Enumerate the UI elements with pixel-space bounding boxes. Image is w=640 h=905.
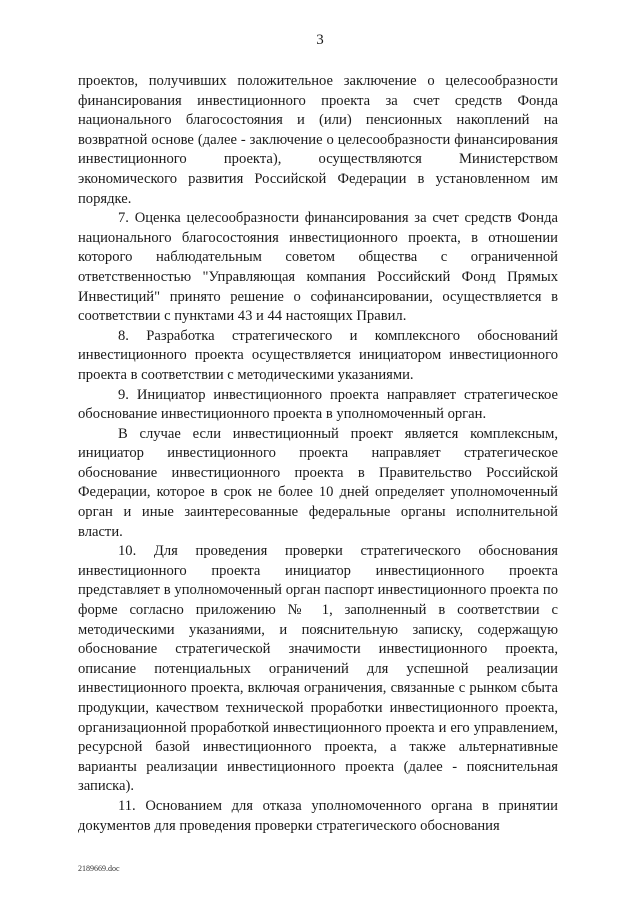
document-filename: 2189669.doc <box>78 864 120 873</box>
paragraph-item-11: 11. Основанием для отказа уполномоченного органа в принятии документов для проведения проверки стратегического обоснования <box>78 797 558 834</box>
paragraph: проектов, получивших положительное заключение о целесообразности финансирования инвестиционного проекта за счет средств Фонда национального благосостояния и (или) пенсионных накоплений на возвратной основе (далее - заключение о целесообразности финансирования инвестиционного проекта), осуществляются Министерством экономического развития Российской Федерации в установленном им порядке. <box>78 73 558 207</box>
paragraph-item-8: 8. Разработка стратегического и комплексного обоснований инвестиционного проекта осуществляется инициатором инвестиционного проекта в соответствии с методическими указаниями. <box>78 327 558 383</box>
paragraph-complex-project: В случае если инвестиционный проект является комплексным, инициатор инвестиционного проекта направляет стратегическое обоснование инвестиционного проекта в Правительство Российской Федерации, которое в срок не более 10 дней определяет уполномоченный орган и иные заинтересованные федеральные органы исполнительной власти. <box>78 425 558 540</box>
document-body <box>78 72 558 836</box>
paragraph-item-9: 9. Инициатор инвестиционного проекта направляет стратегическое обоснование инвестиционного проекта в уполномоченный орган. <box>78 386 558 423</box>
page-number: 3 <box>316 32 324 48</box>
paragraph-item-7: 7. Оценка целесообразности финансирования за счет средств Фонда национального благосостояния инвестиционного проекта, в отношении которого наблюдательным советом общества с ограниченной ответственностью "Управляющая компания Российский Фонд Прямых Инвестиций" принято решение о софинансировании, осуществляется в соответствии с пунктами 43 и 44 настоящих Правил. <box>78 210 558 325</box>
paragraph-item-10: 10. Для проведения проверки стратегического обоснования инвестиционного проекта инициатор инвестиционного проекта представляет в уполномоченный орган паспорт инвестиционного проекта по форме согласно приложению № 1, заполненный в соответствии с методическими указаниями, и пояснительную записку, содержащую обоснование стратегической значимости инвестиционного проекта, описание потенциальных ограничений для успешной реализации инвестиционного проекта, включая ограничения, связанные с рынком сбыта продукции, качеством технической проработки инвестиционного проекта, организационной проработкой инвестиционного проекта и его управлением, ресурсной базой инвестиционного проекта, а также альтернативные варианты реализации инвестиционного проекта (далее - пояснительная записка). <box>78 543 558 795</box>
